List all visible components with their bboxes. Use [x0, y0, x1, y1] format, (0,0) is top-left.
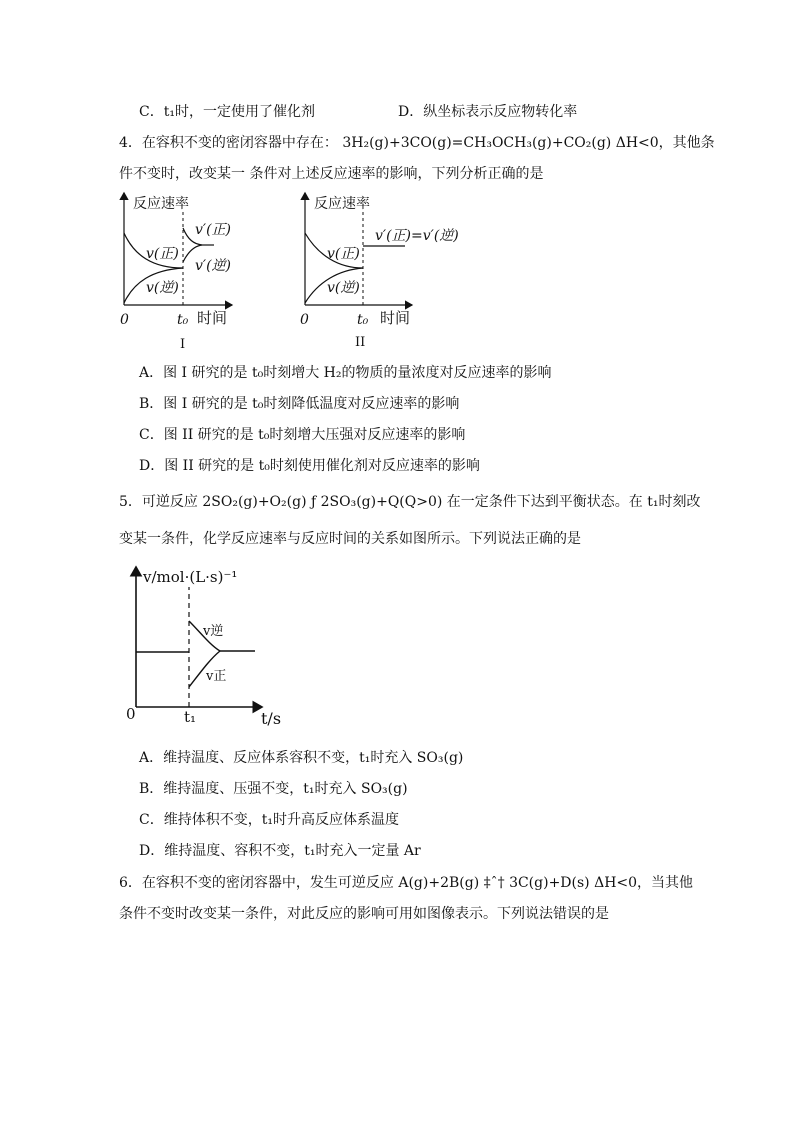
q6-stem-line2: 条件不变时改变某一条件，对此反应的影响可用如图像表示。下列说法错误的是: [119, 906, 609, 922]
q3-option-d: D．纵坐标表示反应物转化率: [398, 104, 578, 120]
label-forward: v(正): [146, 246, 179, 262]
q4-option-a: A．图 I 研究的是 t₀时刻增大 H₂的物质的量浓度对反应速率的影响: [139, 365, 552, 381]
label-reverse-new: v′(逆): [195, 258, 232, 274]
label-reverse: v(逆): [146, 280, 179, 296]
q4-stem-line2: 件不变时，改变某一 条件对上述反应速率的影响，下列分析正确的是: [119, 166, 544, 182]
label-forward: v正: [206, 669, 227, 684]
y-axis-label: 反应速率: [314, 196, 370, 212]
q5-option-a: A．维持温度、反应体系容积不变，t₁时充入 SO₃(g): [139, 750, 464, 766]
q4-option-c: C．图 II 研究的是 t₀时刻增大压强对反应速率的影响: [139, 427, 466, 443]
q4-option-b: B．图 I 研究的是 t₀时刻降低温度对反应速率的影响: [139, 396, 460, 412]
x-axis-label: t/s: [261, 709, 282, 728]
x-axis-label: 时间: [380, 309, 411, 327]
label-reverse: v逆: [203, 624, 224, 639]
origin-label: 0: [126, 705, 136, 723]
q5-stem-line2: 变某一条件，化学反应速率与反应时间的关系如图所示。下列说法正确的是: [119, 531, 581, 547]
q4-stem-line1: 4．在容积不变的密闭容器中存在： 3H₂(g)+3CO(g)=CH₃OCH₃(g)+CO₂(g) ΔH<0，其他条: [119, 135, 715, 151]
q4-option-d: D．图 II 研究的是 t₀时刻使用催化剂对反应速率的影响: [139, 458, 480, 474]
y-axis-label: 反应速率: [133, 196, 189, 212]
label-reverse: v(逆): [327, 280, 360, 296]
q3-option-c: C．t₁时，一定使用了催化剂: [139, 104, 315, 120]
t0-label: t₀: [177, 312, 189, 328]
origin-label: 0: [120, 312, 129, 328]
x-axis-label: 时间: [197, 309, 228, 327]
label-equal: v′(正)=v′(逆): [375, 228, 459, 244]
label-forward-new: v′(正): [195, 222, 232, 238]
graph-caption: I: [180, 337, 186, 352]
q5-option-d: D．维持温度、容积不变，t₁时充入一定量 Ar: [139, 843, 421, 859]
q6-stem-line1: 6．在容积不变的密闭容器中，发生可逆反应 A(g)+2B(g) ‡ˆ† 3C(g)+D(s) ΔH<0，当其他: [119, 875, 694, 891]
origin-label: 0: [300, 312, 309, 328]
graph-caption: II: [355, 335, 366, 350]
q5-option-b: B．维持温度、压强不变，t₁时充入 SO₃(g): [139, 781, 408, 797]
q5-option-c: C．维持体积不变，t₁时升高反应体系温度: [139, 812, 399, 828]
label-forward: v(正): [327, 246, 360, 262]
y-axis-label: v/mol·(L·s)⁻¹: [143, 568, 238, 586]
q5-stem-line1: 5．可逆反应 2SO₂(g)+O₂(g) ƒ 2SO₃(g)+Q(Q>0) 在一定条件下达到平衡状态。在 t₁时刻改: [119, 494, 701, 510]
t0-label: t₀: [357, 312, 369, 328]
t1-label: t₁: [184, 708, 197, 726]
